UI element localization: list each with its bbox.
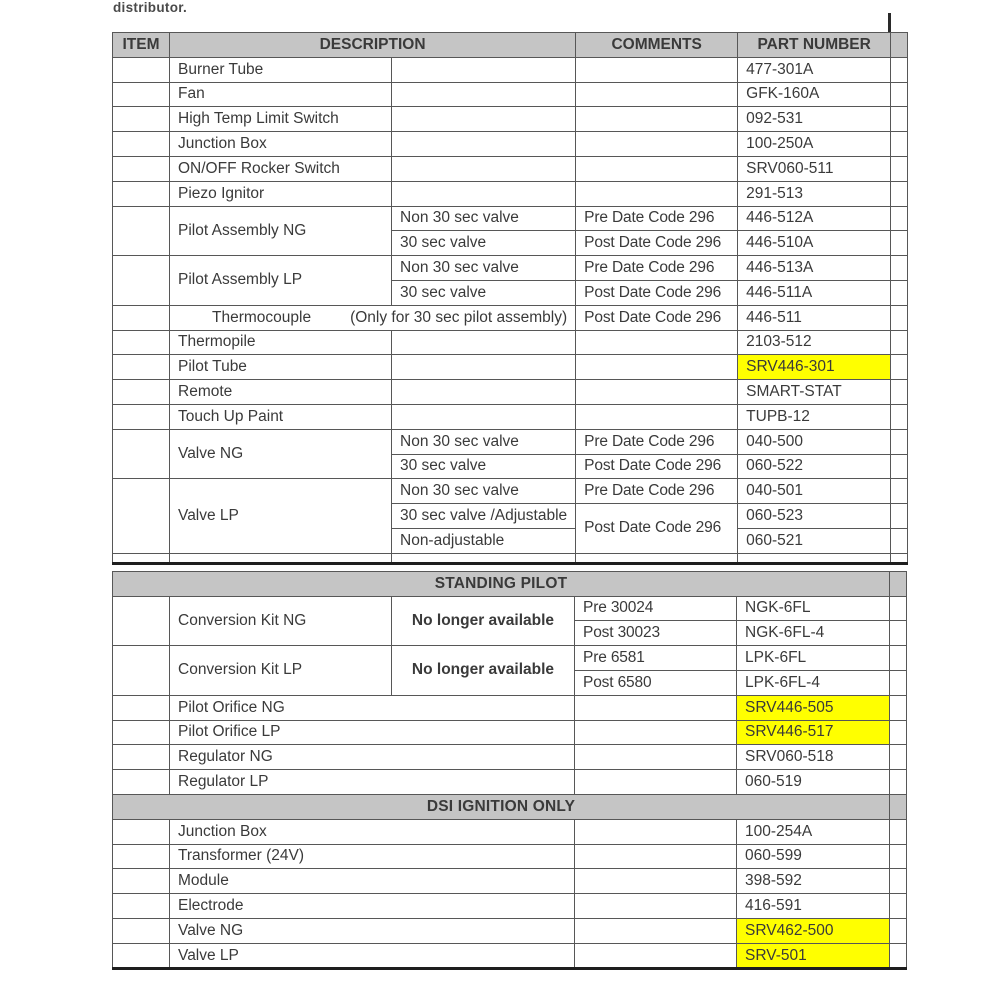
cell-item [113,305,170,330]
cell-description: Junction Box [170,132,392,157]
cell-comments [575,943,737,969]
table-row [113,57,908,82]
cell-part-number: 2103-512 [738,330,891,355]
cell-comments: Post Date Code 296 [576,305,738,330]
cell-item [113,132,170,157]
table-edge-sliver [890,844,907,869]
table-row [113,380,908,405]
table-row [113,819,907,844]
cell-item [113,355,170,380]
cell-description: Remote [170,380,392,405]
table-edge-sliver [891,181,908,206]
cell-comments [575,869,737,894]
description-note: (Only for 30 sec pilot assembly) [350,308,568,326]
cell-comments [575,844,737,869]
table-edge-sliver [891,107,908,132]
cell-description: ON/OFF Rocker Switch [170,156,392,181]
cell-item [113,82,170,107]
cell-part-number: SRV060-518 [737,745,890,770]
cell-description: Piezo Ignitor [170,181,392,206]
cell-sub-description [392,355,576,380]
cell-part-number: NGK-6FL-4 [737,621,890,646]
column-header-item: ITEM [113,33,170,58]
cell-sub-description: 30 sec valve /Adjustable [392,504,576,529]
description-text: Thermocouple [212,308,312,326]
cell-item [113,429,170,479]
cell-description [170,553,392,563]
table-row [113,770,907,795]
table-row [113,869,907,894]
table-row [113,479,908,504]
cell-item [113,380,170,405]
table-edge-sliver [890,745,907,770]
cell-description [170,305,576,330]
cell-item [113,206,170,256]
cell-part-number: 092-531 [738,107,891,132]
cell-part-number: SMART-STAT [738,380,891,405]
cell-comments [575,695,737,720]
table-row [113,844,907,869]
table-edge-sliver [891,206,908,231]
cell-sub-description [392,330,576,355]
cell-part-number: SRV446-505 [737,695,890,720]
cell-item [113,330,170,355]
cell-comments [576,82,738,107]
cell-item [113,479,170,553]
table-row [113,646,907,671]
cropped-text-fragment [113,0,188,18]
cell-item [113,646,170,696]
cell-comments [576,355,738,380]
cell-sub-description [392,57,576,82]
section-title: STANDING PILOT [113,571,890,596]
cell-comments: Post Date Code 296 [576,454,738,479]
cell-part-number: 100-250A [738,132,891,157]
cell-description: Burner Tube [170,57,392,82]
cell-part-number: 040-500 [738,429,891,454]
column-header-comments: COMMENTS [576,33,738,58]
cell-comments [575,894,737,919]
cell-part-number: 477-301A [738,57,891,82]
table-row [113,132,908,157]
cell-description: Pilot Orifice LP [170,720,575,745]
table-edge-sliver [891,231,908,256]
parts-table-sections [112,571,907,971]
table-edge-sliver [891,454,908,479]
table-edge-sliver [891,553,908,563]
table-edge-sliver [890,819,907,844]
table-edge-sliver [891,504,908,529]
cell-description: Fan [170,82,392,107]
table-edge-sliver [890,596,907,621]
cell-item [113,918,170,943]
cell-comments: Post Date Code 296 [576,504,738,554]
cell-part-number: SRV462-500 [737,918,890,943]
table-row [113,305,908,330]
cell-description: Pilot Assembly LP [170,256,392,306]
section-title: DSI IGNITION ONLY [113,794,890,819]
cell-comments [576,553,738,563]
cell-comments: Post Date Code 296 [576,280,738,305]
cell-part-number: NGK-6FL [737,596,890,621]
cell-comments [575,745,737,770]
table-row [113,745,907,770]
cell-comments: Pre Date Code 296 [576,256,738,281]
table-edge-sliver [890,869,907,894]
cell-comments: Post 30023 [575,621,737,646]
cell-item [113,869,170,894]
table-row [113,82,908,107]
cell-comments [575,918,737,943]
cell-part-number [738,553,891,563]
table-edge-sliver [891,380,908,405]
cell-sub-description: 30 sec valve [392,280,576,305]
cell-part-number: TUPB-12 [738,404,891,429]
cell-comments: Pre 6581 [575,646,737,671]
table-edge-sliver [891,57,908,82]
table-row [113,695,907,720]
cell-item [113,256,170,306]
section-header-row [113,794,907,819]
table-row [113,156,908,181]
table-edge-sliver [891,404,908,429]
table-edge-sliver [890,770,907,795]
cell-comments [576,181,738,206]
table-edge-sliver [890,621,907,646]
cell-description: Pilot Assembly NG [170,206,392,256]
cell-sub-description: 30 sec valve [392,231,576,256]
cell-part-number: SRV-501 [737,943,890,969]
cell-part-number: 100-254A [737,819,890,844]
cell-description: Regulator LP [170,770,575,795]
cell-item [113,943,170,969]
cell-part-number: 446-510A [738,231,891,256]
cell-item [113,695,170,720]
cell-item [113,894,170,919]
cropped-right-border [888,13,891,33]
cell-part-number: 291-513 [738,181,891,206]
table-row [113,256,908,281]
cell-description: Regulator NG [170,745,575,770]
cell-description: Valve LP [170,943,575,969]
cell-part-number: 060-522 [738,454,891,479]
cell-description: Module [170,869,575,894]
table-edge-sliver [891,256,908,281]
cell-part-number: 060-599 [737,844,890,869]
cell-description: High Temp Limit Switch [170,107,392,132]
table-row [113,206,908,231]
cell-sub-description [392,404,576,429]
cell-part-number: 060-523 [738,504,891,529]
cell-comments [575,720,737,745]
cell-description: Conversion Kit LP [170,646,392,696]
cell-description: Pilot Tube [170,355,392,380]
table-edge-sliver [891,33,908,58]
cell-sub-description [392,156,576,181]
table-edge-sliver [891,355,908,380]
cell-item [113,404,170,429]
cell-item [113,181,170,206]
cell-part-number: 446-511 [738,305,891,330]
table-edge-sliver [891,132,908,157]
cell-comments [576,57,738,82]
cell-part-number: 416-591 [737,894,890,919]
cell-comments: Post Date Code 296 [576,231,738,256]
cell-comments [576,132,738,157]
table-row [113,553,908,563]
cell-sub-description [392,553,576,563]
cell-part-number: LPK-6FL-4 [737,670,890,695]
section-header-row [113,571,907,596]
cell-part-number: SRV446-517 [737,720,890,745]
cell-sub-description: Non 30 sec valve [392,256,576,281]
cell-comments [575,770,737,795]
cell-part-number: 040-501 [738,479,891,504]
cell-sub-description: Non 30 sec valve [392,479,576,504]
cell-sub-description: No longer available [392,596,575,646]
column-header-description: DESCRIPTION [170,33,576,58]
cell-sub-description: No longer available [392,646,575,696]
table-row [113,943,907,969]
cell-comments [576,156,738,181]
cell-comments [576,380,738,405]
cell-description: Touch Up Paint [170,404,392,429]
table-edge-sliver [890,670,907,695]
table-row [113,596,907,621]
cell-item [113,57,170,82]
table-edge-sliver [890,720,907,745]
cell-description: Electrode [170,894,575,919]
cell-sub-description: Non 30 sec valve [392,206,576,231]
table-edge-sliver [891,305,908,330]
cropped-text: distributor. [113,0,188,15]
cell-sub-description [392,107,576,132]
table-edge-sliver [891,156,908,181]
table-edge-sliver [891,330,908,355]
cell-description: Transformer (24V) [170,844,575,869]
table-row [113,404,908,429]
cell-comments [576,330,738,355]
cell-part-number: 446-511A [738,280,891,305]
table-edge-sliver [890,918,907,943]
cell-item [113,770,170,795]
cell-sub-description [392,82,576,107]
cell-comments: Post 6580 [575,670,737,695]
cell-item [113,553,170,563]
cell-comments [576,404,738,429]
table-edge-sliver [890,571,907,596]
table-edge-sliver [890,894,907,919]
table-edge-sliver [890,794,907,819]
cell-part-number: 060-519 [737,770,890,795]
cell-item [113,720,170,745]
table-row [113,894,907,919]
cell-comments: Pre Date Code 296 [576,429,738,454]
cell-description: Pilot Orifice NG [170,695,575,720]
table-row [113,355,908,380]
table-edge-sliver [891,479,908,504]
table-edge-sliver [890,695,907,720]
cell-sub-description: Non 30 sec valve [392,429,576,454]
table-edge-sliver [891,528,908,553]
cell-item [113,596,170,646]
cell-description: Conversion Kit NG [170,596,392,646]
cell-part-number: 398-592 [737,869,890,894]
cell-part-number: 446-513A [738,256,891,281]
cell-part-number: 060-521 [738,528,891,553]
cell-comments [575,819,737,844]
cell-item [113,844,170,869]
table-edge-sliver [890,943,907,969]
cell-description: Thermopile [170,330,392,355]
cell-part-number: GFK-160A [738,82,891,107]
cell-sub-description: Non-adjustable [392,528,576,553]
cell-part-number: LPK-6FL [737,646,890,671]
cell-description: Junction Box [170,819,575,844]
cell-sub-description: 30 sec valve [392,454,576,479]
column-header-row [113,33,908,58]
column-header-part-number: PART NUMBER [738,33,891,58]
cell-description: Valve LP [170,479,392,553]
cell-description: Valve NG [170,429,392,479]
cell-item [113,107,170,132]
cell-part-number: SRV060-511 [738,156,891,181]
cell-part-number: 446-512A [738,206,891,231]
table-edge-sliver [891,82,908,107]
cell-description: Valve NG [170,918,575,943]
cell-item [113,819,170,844]
cell-sub-description [392,181,576,206]
parts-list [112,32,908,970]
table-row [113,330,908,355]
parts-table-main [112,32,908,565]
cell-item [113,156,170,181]
cell-item [113,745,170,770]
table-row [113,107,908,132]
cell-sub-description [392,380,576,405]
table-row [113,918,907,943]
table-row [113,181,908,206]
table-row [113,720,907,745]
table-edge-sliver [890,646,907,671]
description-split [178,309,567,327]
cell-comments [576,107,738,132]
cell-sub-description [392,132,576,157]
table-edge-sliver [891,280,908,305]
cell-comments: Pre 30024 [575,596,737,621]
cell-comments: Pre Date Code 296 [576,206,738,231]
cell-comments: Pre Date Code 296 [576,479,738,504]
table-row [113,429,908,454]
cell-part-number: SRV446-301 [738,355,891,380]
table-edge-sliver [891,429,908,454]
